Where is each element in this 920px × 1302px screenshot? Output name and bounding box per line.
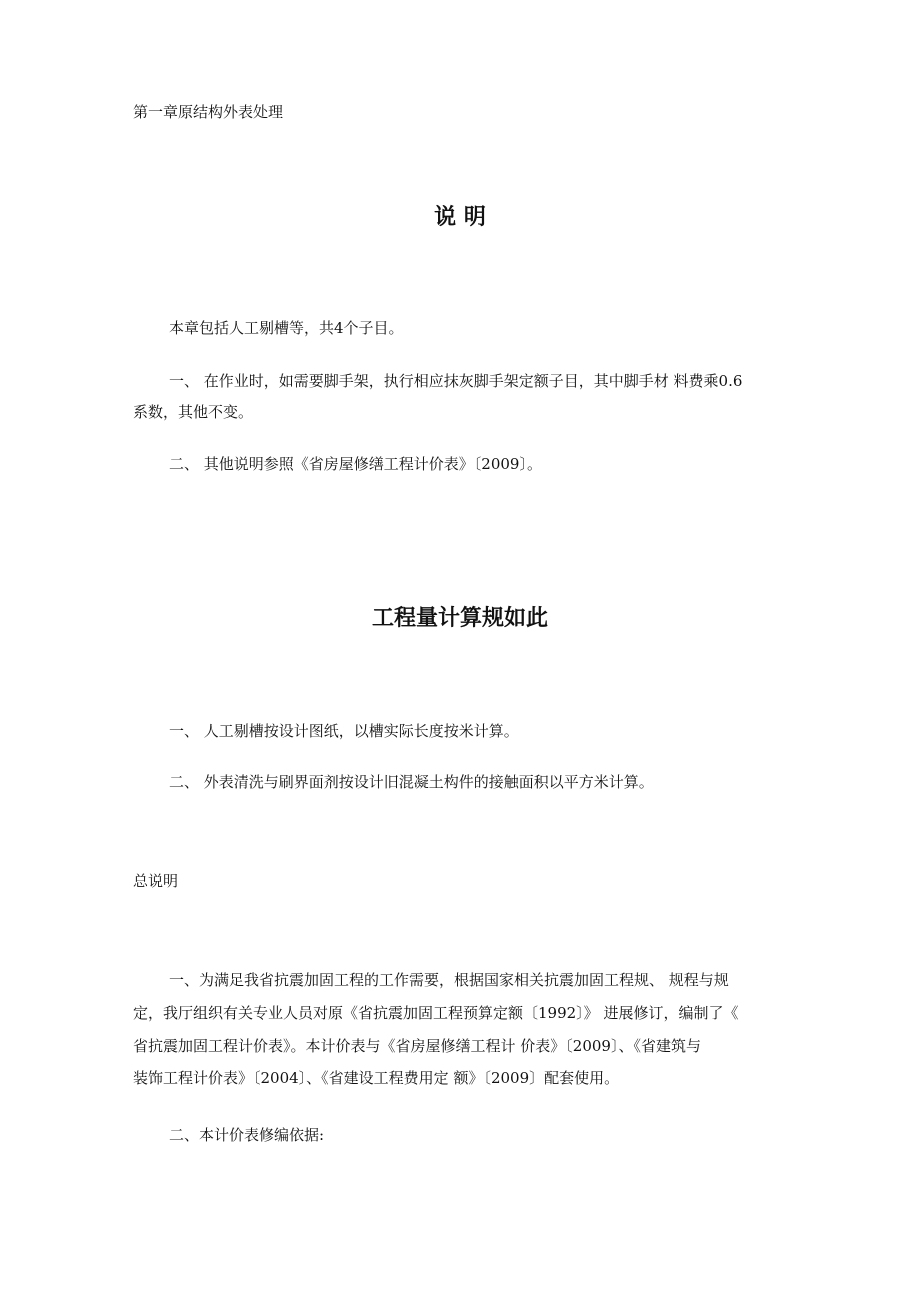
general-para1-line2: 定，我厅组织有关专业人员对原《省抗震加固工程预算定额〔1992〕》 进展修订，编制了《 [133, 1004, 739, 1022]
general-para1-line3: 省抗震加固工程计价表》。本计价表与《省房屋修缮工程计 价表》〔2009〕、《省建筑与 [133, 1037, 701, 1055]
section2-item1: 一、 人工剔槽按设计图纸，以槽实际长度按米计算。 [169, 722, 519, 740]
section1-item2: 二、 其他说明参照《省房屋修缮工程计价表》〔2009〕。 [169, 455, 542, 473]
section1-intro: 本章包括人工剔槽等，共4个子目。 [169, 319, 404, 337]
section-heading-explanation: 说 明 [434, 205, 486, 230]
general-para1-line4: 装饰工程计价表》〔2004〕、《省建设工程费用定 额》〔2009〕配套使用。 [133, 1069, 620, 1087]
general-para1-line1: 一、为满足我省抗震加固工程的工作需要，根据国家相关抗震加固工程规、 规程与规 [169, 971, 729, 989]
section-heading-quantity-rules: 工程量计算规如此 [371, 606, 548, 631]
general-para2: 二、本计价表修编依据: [169, 1126, 325, 1144]
general-title: 总说明 [133, 872, 179, 890]
section1-item1-line1: 一、 在作业时，如需要脚手架，执行相应抹灰脚手架定额子目，其中脚手材 料费乘0.6 [169, 372, 743, 390]
section2-item2: 二、 外表清洗与刷界面剂按设计旧混凝土构件的接触面积以平方米计算。 [169, 773, 654, 791]
chapter-title: 第一章原结构外表处理 [133, 103, 284, 121]
section1-item1-line2: 系数，其他不变。 [133, 403, 254, 421]
